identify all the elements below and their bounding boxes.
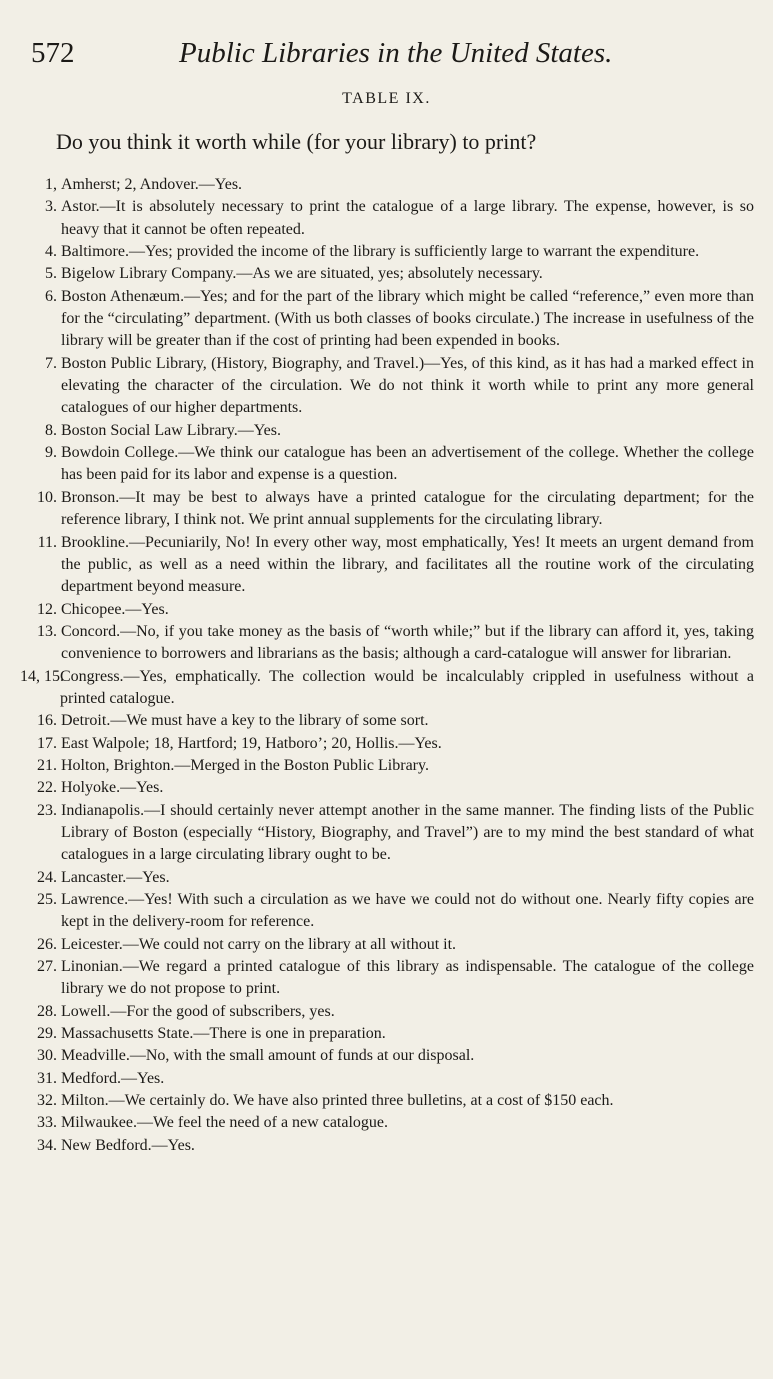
entry-text: Milton.—We certainly do. We have also printed three bulletins, at a cost of $150 each. [61,1092,614,1110]
entry-number: 24. [37,868,57,886]
running-title: Public Libraries in the United States. [179,37,613,69]
table-question: Do you think it worth while (for your library) to print? [56,129,537,154]
entry-number: 33. [37,1114,57,1132]
table-entry [28,1023,754,1045]
entry-number: 26. [37,935,57,953]
entry-number: 13. [37,622,57,640]
entry-text: Meadville.—No, with the small amount of funds at our disposal. [61,1047,475,1065]
table-entry [28,889,754,934]
entry-text: Holton, Brighton.—Merged in the Boston Public Library. [61,756,429,774]
entry-number: 30. [37,1047,57,1065]
table-entry [28,241,754,263]
table-entry [28,755,754,777]
table-entry [28,442,754,487]
table-entry [28,800,754,867]
table-entry [28,777,754,799]
entry-text: Massachusetts State.—There is one in preparation. [61,1025,386,1043]
entry-number: 5. [45,265,57,283]
table-entry [28,1068,754,1090]
table-entry [28,1135,754,1157]
entry-text: Indianapolis.—I should certainly never attempt another in the same manner. The finding lists of the Public Library of Boston (especially “History, Biography, and Travel”) are to my mind the best standard of what catalogues in a large circulating library ought to be. [61,801,754,864]
entry-number: 32. [37,1092,57,1110]
entry-number: 23. [37,801,57,819]
table-entry [28,956,754,1001]
table-entry [28,733,754,755]
entry-text: Brookline.—Pecuniarily, No! In every other way, most emphatically, Yes! It meets an urgent demand from the public, as well as a need within the library, and facilitates all the routine work of the circulating department beyond measure. [61,533,754,596]
entry-text: New Bedford.—Yes. [61,1136,195,1154]
entry-text: Leicester.—We could not carry on the library at all without it. [61,935,457,953]
table-entry [28,420,754,442]
entry-number: 7. [45,354,57,372]
entry-text: Bronson.—It may be best to always have a printed catalogue for the circulating department; for the reference library, I think not. We print annual supplements for the circulating library. [61,488,754,529]
entries-list [20,174,754,1157]
entry-number: 4. [45,243,57,261]
entry-text: Boston Athenæum.—Yes; and for the part of the library which might be called “reference,” even more than for the “circulating” department. (With us both classes of books circulate.) The increase in usefulness of the library will be greater than if the cost of printing had been expended in books. [61,287,754,350]
entry-number: 14, 15. [20,667,64,685]
entry-text: Milwaukee.—We feel the need of a new catalogue. [61,1114,389,1132]
entry-number: 25. [37,891,57,908]
entry-number: 9. [45,444,57,462]
entry-text: Concord.—No, if you take money as the basis of “worth while;” but if the library can afford it, yes, taking convenience to borrowers and librarians as the basis; although a card-catalogue will answer for librarian. [61,622,754,663]
table-entry [28,599,754,621]
entry-text: Amherst; 2, Andover.—Yes. [61,176,243,193]
entry-text: Boston Public Library, (History, Biography, and Travel.)—Yes, of this kind, as it has had a marked effect in elevating the character of the circulation. We do not think it worth while to print any more general catalogues of our higher departments. [61,354,754,417]
table-entry [28,1001,754,1023]
table-entry [28,286,754,353]
entry-number: 1, [45,176,57,193]
entry-number: 11. [37,533,57,551]
table-entry [28,710,754,732]
table-label: TABLE IX. [342,90,431,107]
entry-text: Boston Social Law Library.—Yes. [61,421,281,439]
entry-number: 16. [37,712,57,730]
table-entry [28,532,754,599]
entry-text: Congress.—Yes, emphatically. The collection would be incalculably crippled in usefulness without a printed catalogue. [60,667,754,707]
entry-number: 12. [37,600,57,618]
entry-text: East Walpole; 18, Hartford; 19, Hatboro’; 20, Hollis.—Yes. [61,734,442,752]
table-entry [28,621,754,666]
entry-text: Detroit.—We must have a key to the library of some sort. [61,712,429,730]
entry-number: 6. [45,287,57,305]
table-entry [28,196,754,241]
table-entry [28,1112,754,1134]
table-entry [28,1045,754,1067]
table-entry [28,934,754,956]
entry-number: 21. [37,756,57,774]
page-number: 572 [31,37,75,69]
entry-number: 8. [45,421,57,439]
entry-number: 28. [37,1002,57,1020]
table-entry [28,1090,754,1112]
table-entry [28,263,754,285]
entry-number: 31. [37,1069,57,1087]
entry-text: Bowdoin College.—We think our catalogue has been an advertisement of the college. Whether the college has been paid for its labor and expense is a question. [61,444,754,484]
entry-number: 29. [37,1025,57,1043]
entry-number: 17. [37,734,57,752]
entry-text: Holyoke.—Yes. [61,779,164,797]
entry-text: Linonian.—We regard a printed catalogue of this library as indispensable. The catalogue of the college library we do not propose to print. [61,958,754,998]
table-entry [20,666,754,711]
entry-number: 22. [37,779,57,797]
table-entry [28,487,754,532]
entry-text: Lowell.—For the good of subscribers, yes. [61,1002,335,1020]
entry-text: Chicopee.—Yes. [61,600,169,618]
table-entry [28,867,754,889]
entry-number: 3. [45,198,57,216]
entry-number: 10. [37,488,57,506]
entry-number: 27. [37,958,57,976]
entry-text: Lancaster.—Yes. [61,868,170,886]
entry-text: Medford.—Yes. [61,1069,165,1087]
entry-text: Bigelow Library Company.—As we are situated, yes; absolutely necessary. [61,265,543,283]
entry-number: 34. [37,1136,57,1154]
entry-text: Baltimore.—Yes; provided the income of the library is sufficiently large to warrant the expenditure. [61,243,700,261]
entry-text: Lawrence.—Yes! With such a circulation as we have we could not do without one. Nearly fifty copies are kept in the delivery-room for reference. [61,891,754,931]
table-entry [28,353,754,420]
table-entry [28,174,754,196]
entry-text: Astor.—It is absolutely necessary to print the catalogue of a large library. The expense, however, is so heavy that it cannot be often repeated. [61,198,754,238]
